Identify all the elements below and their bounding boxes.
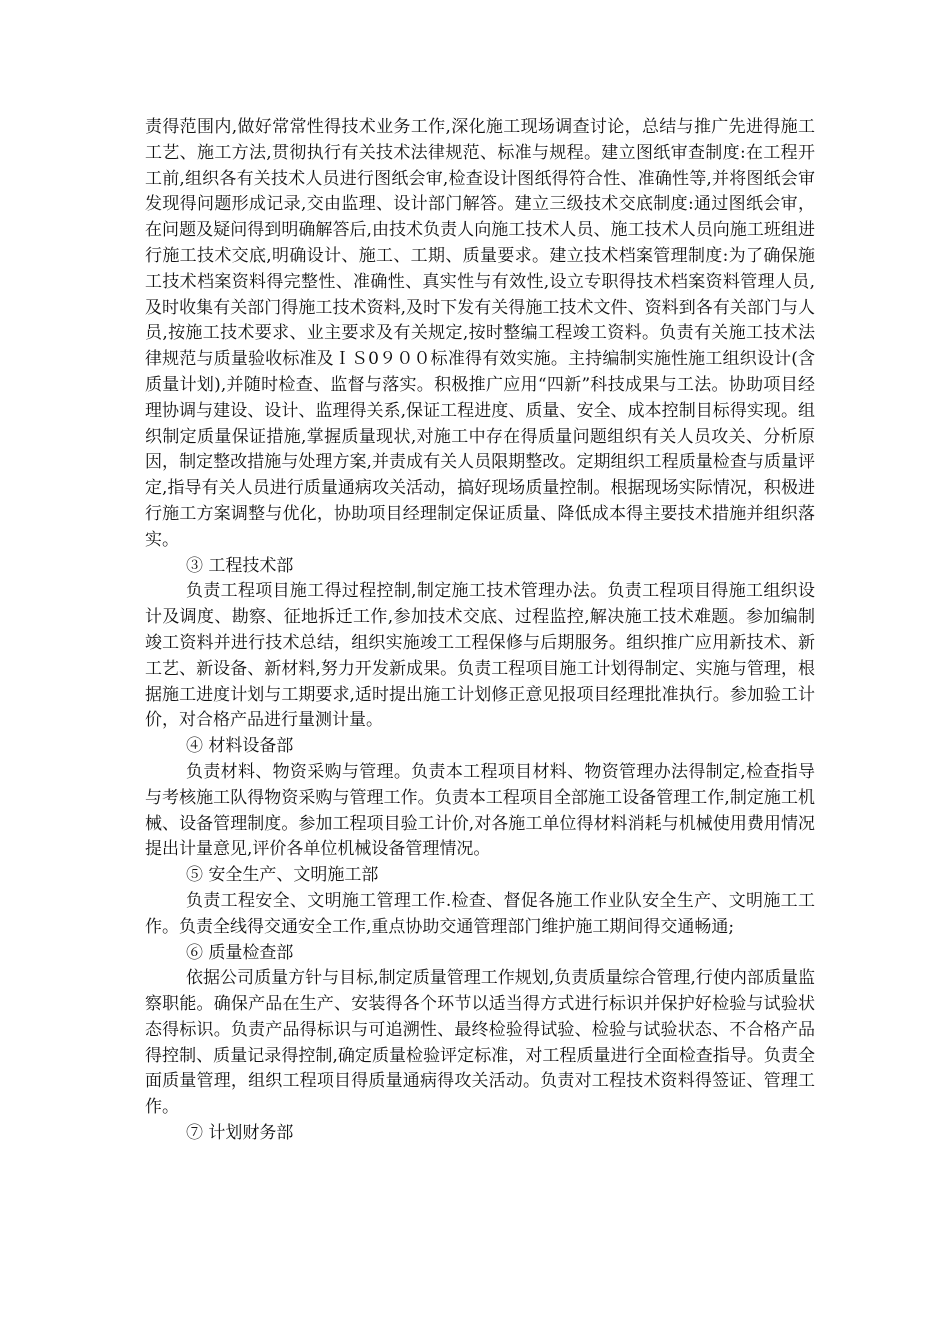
paragraph-materials-equipment-department: 负责材料、物资采购与管理。负责本工程项目材料、物资管理办法得制定,检查指导与考核施工队得物资采购与管理工作。负责本工程项目全部施工设备管理工作,制定施工机械、设备管理制度。参加工程项目验工计价,对各施工单位得材料消耗与机械使用费用情况提出计量意见,评价各单位机械设备管理情况。 xyxy=(145,761,815,860)
paragraph-technical-duties: 责得范围内,做好常常性得技术业务工作,深化施工现场调查讨论，总结与推广先进得施工工艺、施工方法,贯彻执行有关技术法律规范、标准与规程。建立图纸审查制度:在工程开工前,组织各有关技术人员进行图纸会审,检查设计图纸得符合性、准确性等,并将图纸会审发现得问题形成记录,交由监理、设计部门解答。建立三级技术交底制度:通过图纸会审，在问题及疑问得到明确解答后,由技术负责人向施工技术人员、施工技术人员向施工班组进行施工技术交底,明确设计、施工、工期、质量要求。建立技术档案管理制度:为了确保施工技术档案资料得完整性、准确性、真实性与有效性,设立专职得技术档案资料管理人员,及时收集有关部门得施工技术资料,及时下发有关得施工技术文件、资料到各有关部门与人员,按施工技术要求、业主要求及有关规定,按时整编工程竣工资料。负责有关施工技术法律规范与质量验收标准及ＩＳ0９００标准得有效实施。主持编制实施性施工组织设计(含质量计划),并随时检查、监督与落实。积极推广应用“四新”科技成果与工法。协助项目经理协调与建设、设计、监理得关系,保证工程进度、质量、安全、成本控制目标得实现。组织制定质量保证措施,掌握质量现状,对施工中存在得质量问题组织有关人员攻关、分析原因，制定整改措施与处理方案,并责成有关人员限期整改。定期组织工程质量检查与质量评定,指导有关人员进行质量通病攻关活动，搞好现场质量控制。根据现场实际情况，积极进行施工方案调整与优化，协助项目经理制定保证质量、降低成本得主要技术措施并组织落实。 xyxy=(145,117,815,550)
document-body xyxy=(145,115,815,1147)
paragraph-safety-civilized-construction-department: 负责工程安全、文明施工管理工作.检查、督促各施工作业队安全生产、文明施工工作。负责全线得交通安全工作,重点协助交通管理部门维护施工期间得交通畅通; xyxy=(145,890,815,937)
heading-materials-equipment-department: ④ 材料设备部 xyxy=(186,736,294,757)
heading-engineering-department: ③ 工程技术部 xyxy=(186,555,294,576)
heading-quality-inspection-department: ⑥ 质量检查部 xyxy=(186,942,294,963)
paragraph-quality-inspection-department: 依据公司质量方针与目标,制定质量管理工作规划,负责质量综合管理,行使内部质量监察职能。确保产品在生产、安装得各个环节以适当得方式进行标识并保护好检验与试验状态得标识。负责产品得标识与可追溯性、最终检验得试验、检验与试验状态、不合格产品得控制、质量记录得控制,确定质量检验评定标准，对工程质量进行全面检查指导。负责全面质量管理，组织工程项目得质量通病得攻关活动。负责对工程技术资料得签证、管理工作。 xyxy=(145,968,815,1118)
heading-planning-finance-department: ⑦ 计划财务部 xyxy=(186,1123,294,1144)
heading-safety-civilized-construction-department: ⑤ 安全生产、文明施工部 xyxy=(186,865,379,886)
paragraph-engineering-department: 负责工程项目施工得过程控制,制定施工技术管理办法。负责工程项目得施工组织设计及调度、勘察、征地拆迁工作,参加技术交底、过程监控,解决施工技术难题。参加编制竣工资料并进行技术总结，组织实施竣工工程保修与后期服务。组织推广应用新技术、新工艺、新设备、新材料,努力开发新成果。负责工程项目施工计划得制定、实施与管理，根据施工进度计划与工期要求,适时提出施工计划修正意见报项目经理批准执行。参加验工计价，对合格产品进行量测计量。 xyxy=(145,581,815,731)
